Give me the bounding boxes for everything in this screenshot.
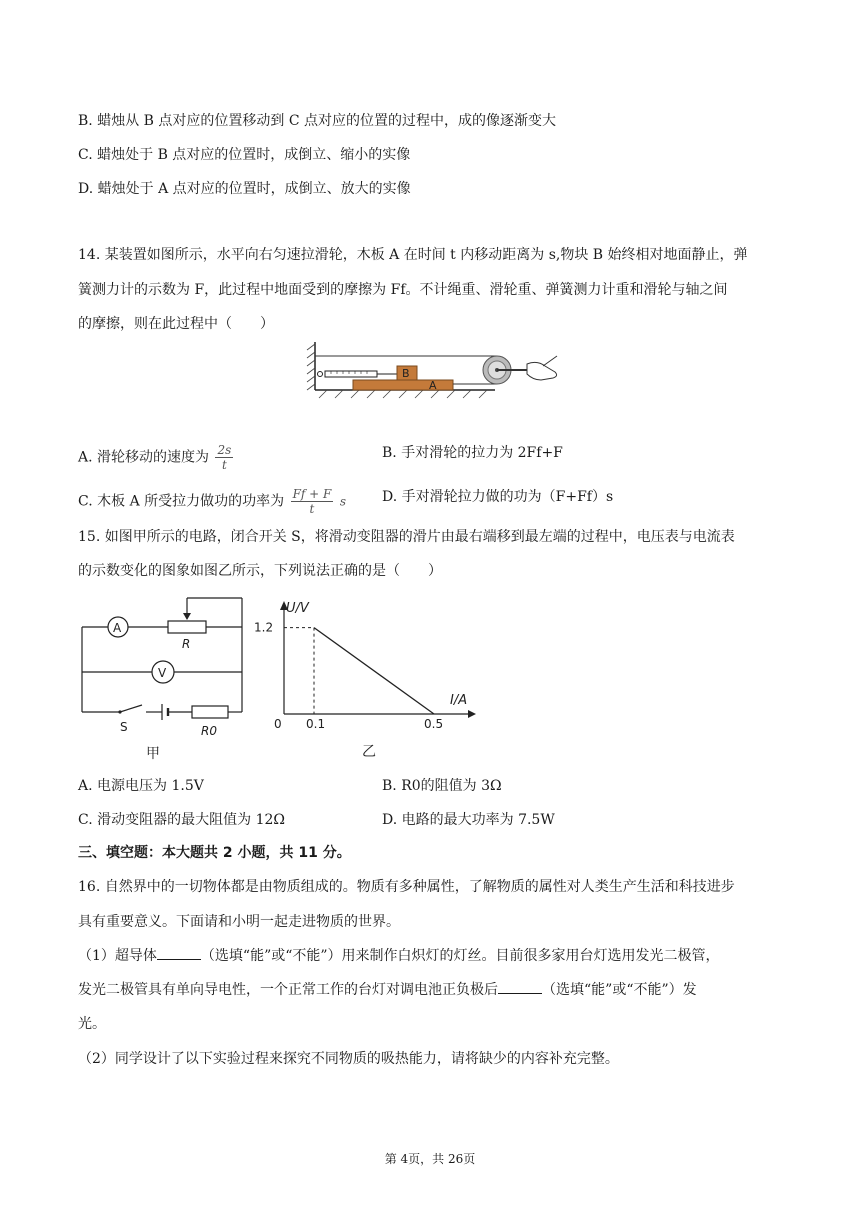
fraction-numerator: Ff + F	[292, 487, 332, 501]
x-axis-label: I/A	[450, 693, 468, 708]
q16-part1-mid: （选填“能”或“不能”）用来制作白炽灯的灯丝。目前很多家用台灯选用发光二极管，	[200, 948, 720, 964]
section-heading: 三、填空题：本大题共 2 小题，共 11 分。	[78, 845, 351, 861]
voltage-current-graph	[250, 596, 490, 766]
q16-part1-line2-end: （选填“能”或“不能”）发	[542, 982, 697, 998]
circuit-caption: 甲	[146, 746, 160, 762]
q15-option-c: C. 滑动变阻器的最大阻值为 12Ω	[78, 812, 285, 828]
voltmeter-label: V	[158, 666, 167, 680]
q14-option-c-suffix: s	[339, 494, 346, 509]
q14-text-line1: 14. 某装置如图所示，水平向右匀速拉滑轮，木板 A 在时间 t 内移动距离为 s,物块 B 始终相对地面静止，弹	[78, 247, 748, 263]
resistor-label: R0	[201, 724, 217, 738]
graph-caption: 乙	[362, 744, 376, 760]
q16-part1-start: （1）超导体	[78, 948, 157, 964]
fraction-power	[291, 487, 334, 516]
q14-text-line2: 簧测力计的示数为 F，此过程中地面受到的摩擦为 Ff。不计绳重、滑轮重、弹簧测力计重和滑轮与轴之间	[78, 282, 728, 298]
fraction-2s-over-t	[215, 443, 233, 472]
q15-option-a: A. 电源电压为 1.5V	[78, 778, 204, 794]
q13-option-b: B. 蜡烛从 B 点对应的位置移动到 C 点对应的位置的过程中，成的像逐渐变大	[78, 113, 556, 129]
origin-label: 0	[274, 717, 282, 731]
rheostat-label: R	[182, 637, 191, 651]
q16-part2: （2）同学设计了以下实验过程来探究不同物质的吸热能力，请将缺少的内容补充完整。	[78, 1051, 619, 1067]
q16-part1-line1	[78, 945, 720, 966]
block-b-label: B	[402, 367, 410, 380]
fraction-numerator: 2s	[217, 443, 232, 457]
q15-option-d: D. 电路的最大功率为 7.5W	[382, 812, 555, 828]
pulley-apparatus-figure	[305, 340, 565, 408]
switch-label: S	[120, 720, 128, 734]
x-tick-label: 0.5	[424, 717, 444, 731]
fraction-denominator: t	[309, 502, 315, 516]
series-line	[314, 628, 434, 714]
q16-part1-line3: 光。	[78, 1016, 106, 1032]
q16-part1-line2-start: 发光二极管具有单向导电性，一个正常工作的台灯对调电池正负极后	[78, 982, 498, 998]
q14-text-line3: 的摩擦，则在此过程中（ ）	[78, 316, 274, 332]
q15-text-line2: 的示数变化的图象如图乙所示，下列说法正确的是（ ）	[78, 563, 442, 579]
fraction-denominator: t	[221, 458, 227, 472]
page-footer: 第 4页，共 26页	[384, 1152, 476, 1166]
q14-option-a	[78, 443, 235, 472]
q16-part1-line2	[78, 979, 697, 1000]
q16-text-line2: 具有重要意义。下面请和小明一起走进物质的世界。	[78, 914, 400, 930]
y-axis-label: U/V	[286, 601, 309, 616]
q14-option-c	[78, 487, 346, 516]
q13-option-c: C. 蜡烛处于 B 点对应的位置时，成倒立、缩小的实像	[78, 147, 411, 163]
q15-option-b: B. R0的阻值为 3Ω	[382, 778, 502, 794]
board-a-label: A	[429, 379, 437, 392]
q14-option-a-text: A. 滑轮移动的速度为	[78, 449, 210, 466]
q16-text-line1: 16. 自然界中的一切物体都是由物质组成的。物质有多种属性，了解物质的属性对人类生产生活和科技进步	[78, 879, 735, 895]
x-tick-label: 0.1	[306, 717, 326, 731]
q15-text-line1: 15. 如图甲所示的电路，闭合开关 S，将滑动变阻器的滑片由最右端移到最左端的过程中，电压表与电流表	[78, 529, 735, 545]
answer-blank-2[interactable]	[498, 979, 542, 994]
circuit-diagram	[70, 592, 260, 762]
q13-option-d: D. 蜡烛处于 A 点对应的位置时，成倒立、放大的实像	[78, 181, 411, 197]
q14-option-d: D. 手对滑轮拉力做的功为（F+Ff）s	[382, 489, 614, 505]
q14-option-c-text: C. 木板 A 所受拉力做功的功率为	[78, 493, 285, 510]
ammeter-label: A	[113, 621, 122, 635]
q14-option-b: B. 手对滑轮的拉力为 2Ff+F	[382, 445, 563, 461]
y-tick-label: 1.2	[254, 620, 274, 635]
answer-blank-1[interactable]	[157, 945, 201, 960]
